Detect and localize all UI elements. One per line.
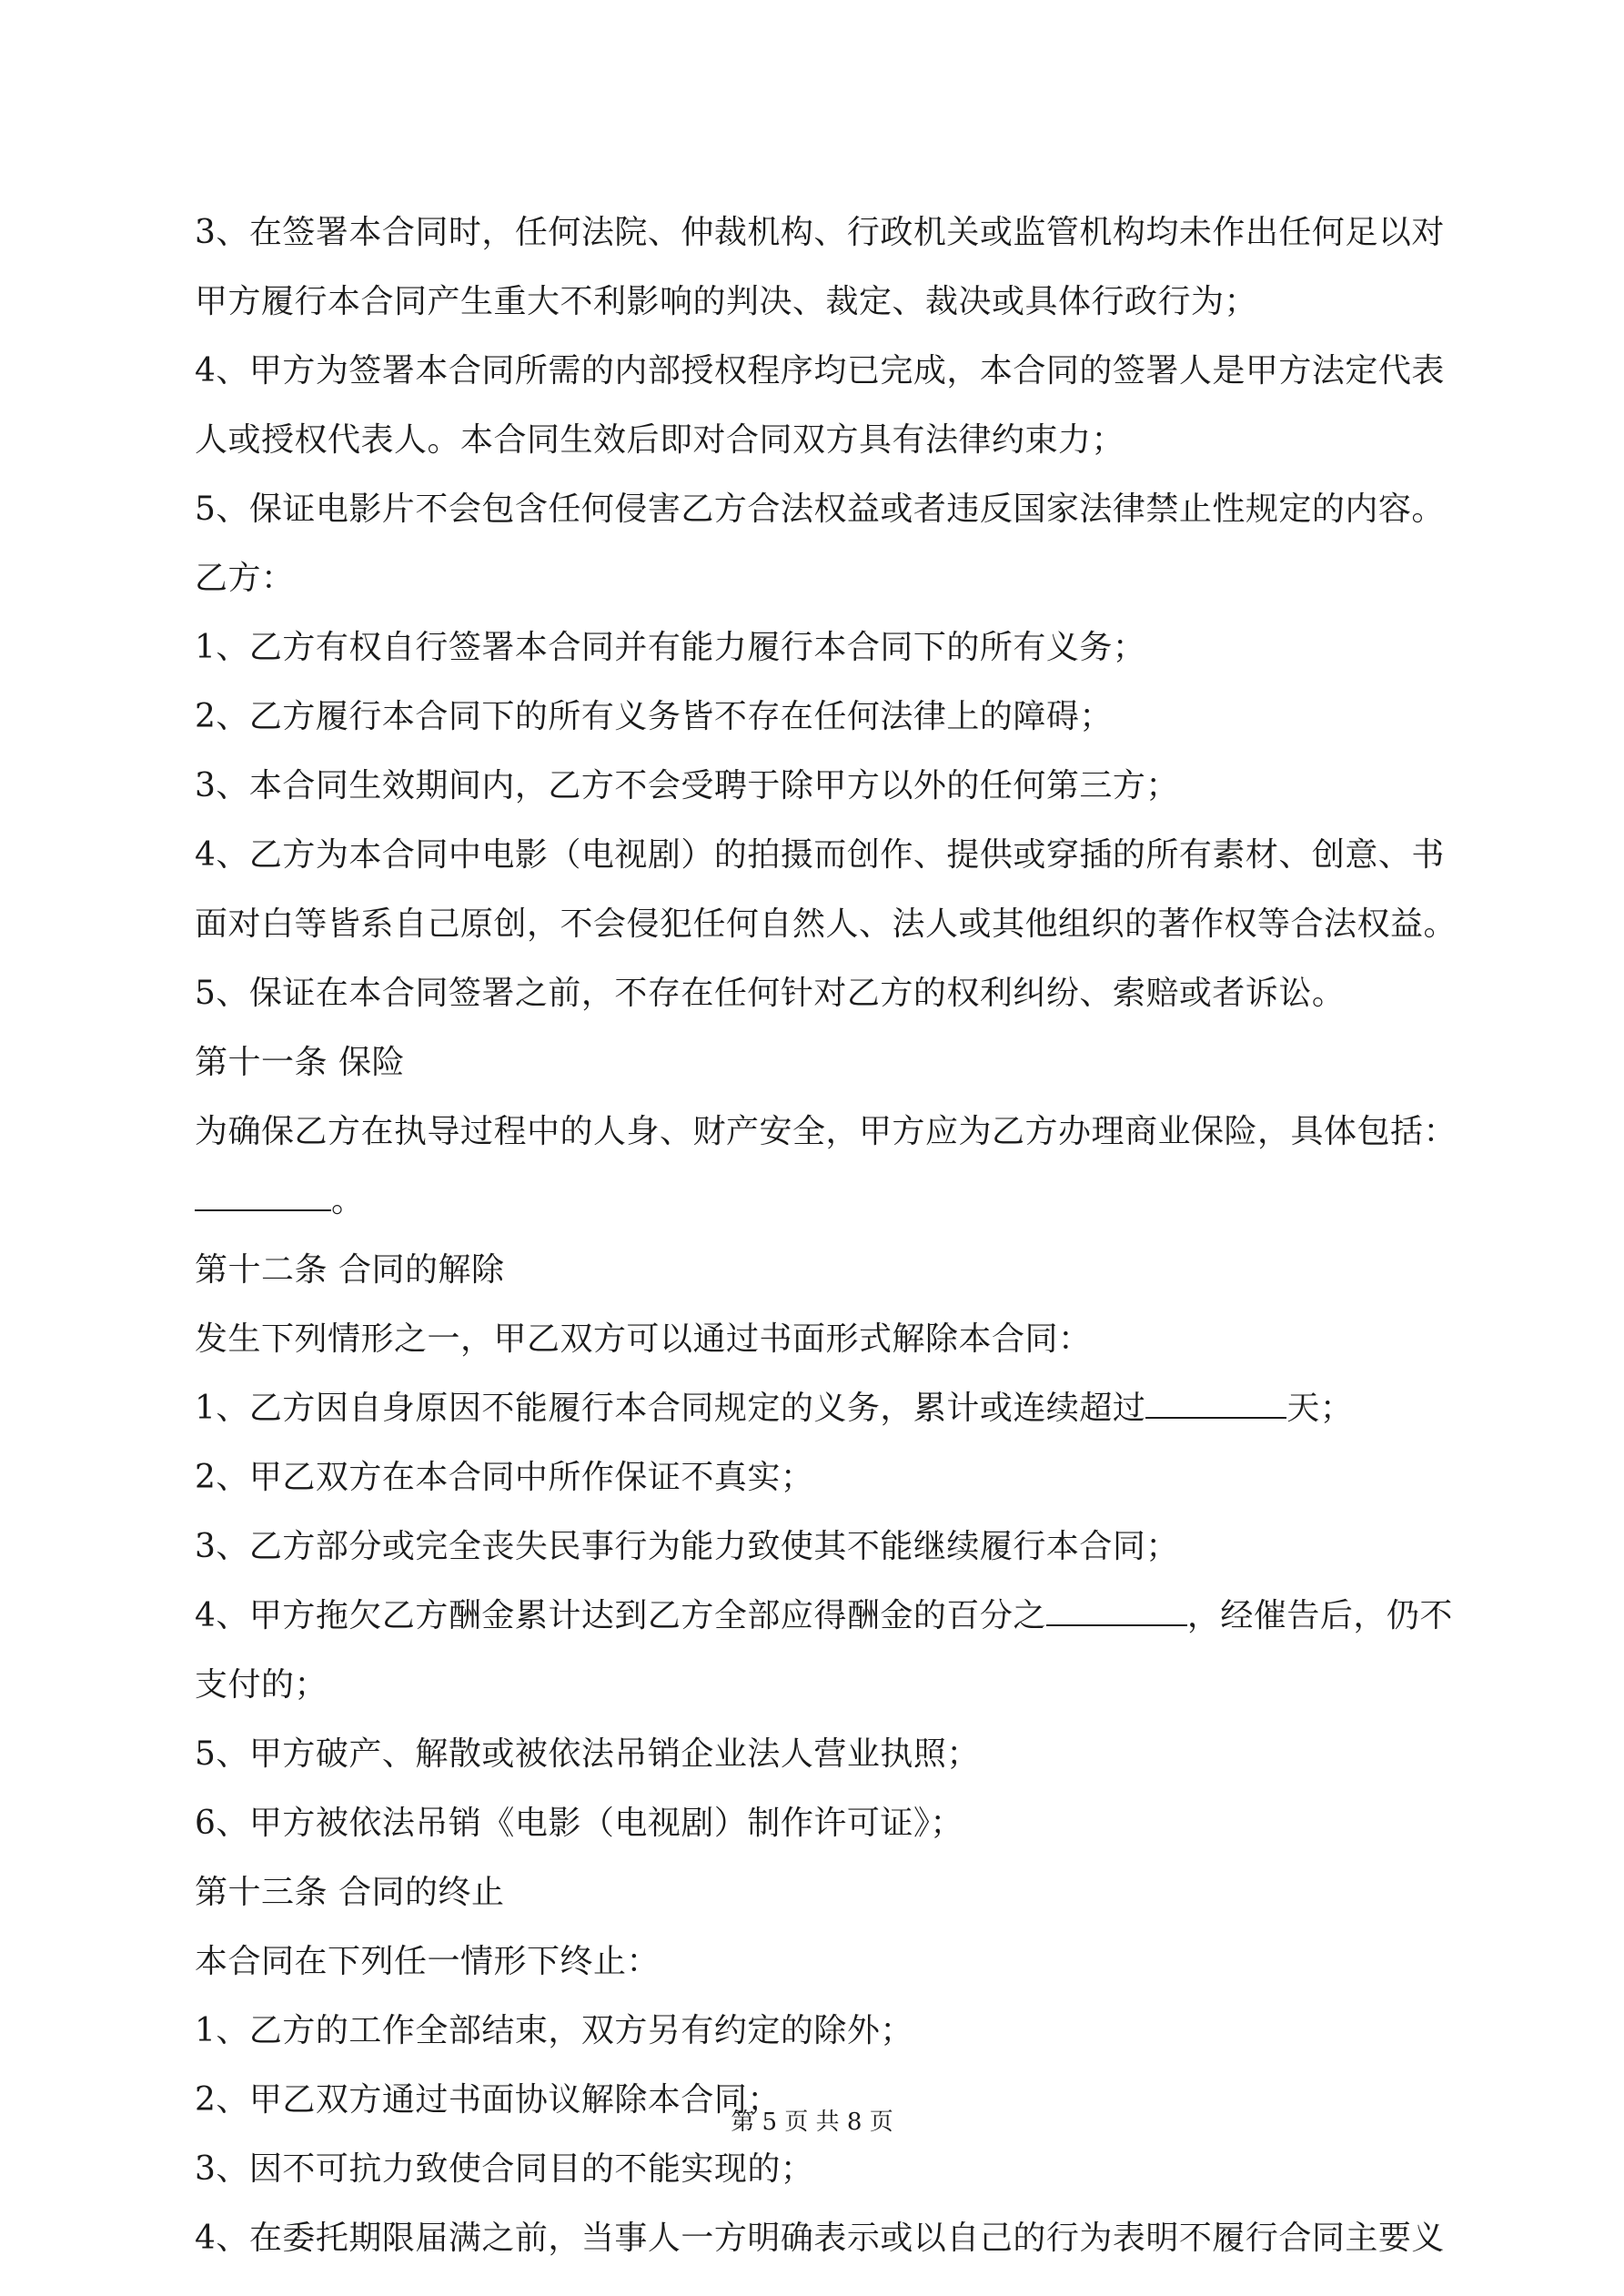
text-line: 2、乙方履行本合同下的所有义务皆不存在任何法律上的障碍； [195,698,1113,735]
text-line: 5、保证在本合同签署之前，不存在任何针对乙方的权利纠纷、索赔或者诉讼。 [195,975,1346,1012]
article-heading: 第十一条 保险 [195,1044,405,1081]
text-line: 3、本合同生效期间内，乙方不会受聘于除甲方以外的任何第三方； [195,767,1179,804]
text-line [195,1374,1441,1443]
text-fragment: 天； [1286,1390,1354,1427]
document-body [195,198,1458,2273]
text-line: 人或授权代表人。本合同生效后即对合同双方具有法律约束力； [195,421,1125,459]
text-line: 3、在签署本合同时，任何法院、仲裁机构、行政机关或监管机构均未作出任何足以对 [195,214,1445,251]
text-line: 1、乙方的工作全部结束，双方另有约定的除外； [195,2012,913,2049]
text-line: 为确保乙方在执导过程中的人身、财产安全，甲方应为乙方办理商业保险，具体包括： [195,1113,1458,1150]
text-line: 面对白等皆系自己原创，不会侵犯任何自然人、法人或其他组织的著作权等合法权益。 [195,905,1458,943]
text-line: 发生下列情形之一，甲乙双方可以通过书面形式解除本合同： [195,1320,1092,1358]
text-line: 3、因不可抗力致使合同目的不能实现的； [195,2150,814,2188]
fill-in-blank [1145,1390,1286,1419]
text-line: 6、甲方被依法吊销《电影（电视剧）制作许可证》； [195,1805,963,1842]
text-fragment: 。 [331,1182,365,1219]
text-line: 支付的； [195,1666,328,1704]
text-line: 4、甲方为签署本合同所需的内部授权程序均已完成，本合同的签署人是甲方法定代表 [195,352,1445,389]
text-fragment: ，经催告后，仍不 [1186,1597,1453,1634]
text-line: 2、甲乙双方通过书面协议解除本合同； [195,2081,781,2119]
section-label: 乙方： [195,560,295,597]
page-number: 第 5 页 共 8 页 [731,2109,893,2136]
text-line: 1、乙方有权自行签署本合同并有能力履行本合同下的所有义务； [195,629,1146,666]
text-line [195,1582,1453,1651]
article-heading: 第十三条 合同的终止 [195,1874,505,1911]
fill-in-blank [1046,1597,1187,1626]
fill-in-blank [195,1182,331,1211]
text-line: 4、在委托期限届满之前，当事人一方明确表示或以自己的行为表明不履行合同主要义 [195,2220,1445,2257]
text-fragment: 4、甲方拖欠乙方酬金累计达到乙方全部应得酬金的百分之 [195,1597,1046,1634]
text-line: 5、甲方破产、解散或被依法吊销企业法人营业执照； [195,1735,980,1773]
text-line: 4、乙方为本合同中电影（电视剧）的拍摄而创作、提供或穿插的所有素材、创意、书 [195,836,1445,874]
text-line: 本合同在下列任一情形下终止： [195,1943,661,1980]
text-line: 5、保证电影片不会包含任何侵害乙方合法权益或者违反国家法律禁止性规定的内容。 [195,491,1445,528]
article-heading: 第十二条 合同的解除 [195,1251,505,1289]
insurance-blank-line [195,1167,1441,1236]
text-line: 甲方履行本合同产生重大不利影响的判决、裁定、裁决或具体行政行为； [195,283,1258,320]
text-line: 3、乙方部分或完全丧失民事行为能力致使其不能继续履行本合同； [195,1528,1179,1565]
text-fragment: 1、乙方因自身原因不能履行本合同规定的义务，累计或连续超过 [195,1390,1146,1427]
text-line: 2、甲乙双方在本合同中所作保证不真实； [195,1459,814,1496]
